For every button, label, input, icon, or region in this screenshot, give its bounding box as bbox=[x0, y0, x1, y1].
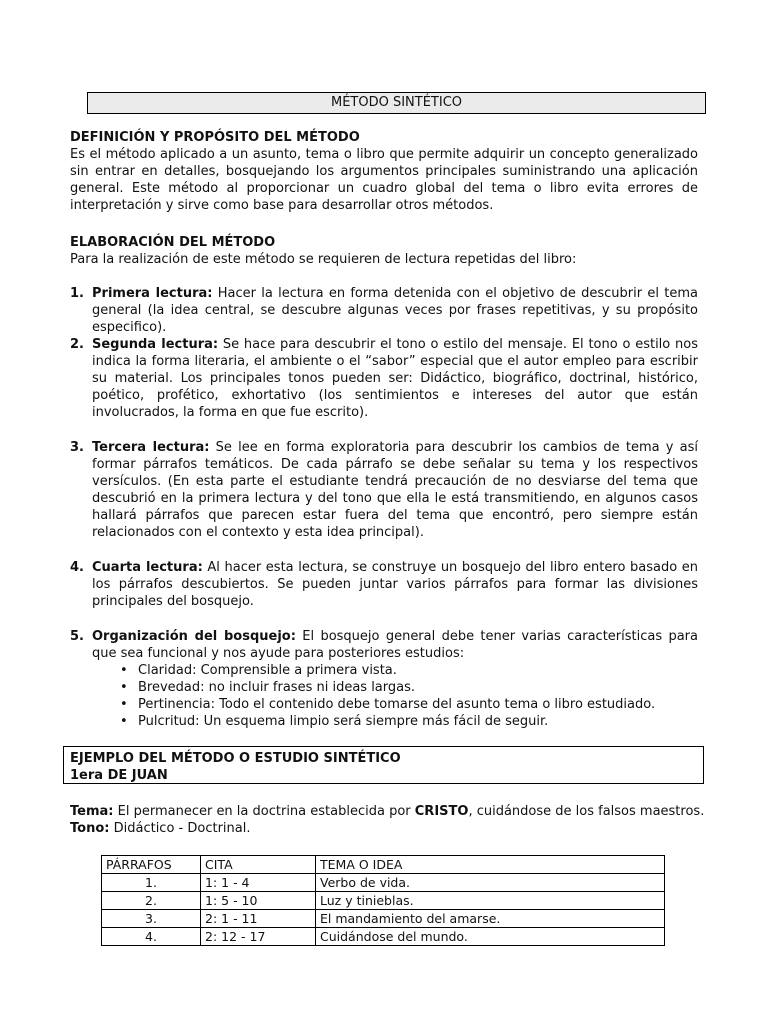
table-row bbox=[102, 910, 665, 928]
item-label: Segunda lectura: bbox=[92, 337, 219, 352]
elaboracion-section bbox=[70, 234, 698, 268]
bullet-icon: • bbox=[120, 697, 128, 712]
ejemplo-box bbox=[63, 746, 704, 784]
column-header: PÁRRAFOS bbox=[102, 856, 201, 874]
item-label: Tercera lectura: bbox=[92, 440, 210, 455]
definicion-heading: DEFINICIÓN Y PROPÓSITO DEL MÉTODO bbox=[70, 130, 360, 145]
item-number: 4. bbox=[70, 560, 84, 575]
table-cell: 1: 5 - 10 bbox=[201, 892, 316, 910]
list-item bbox=[70, 628, 698, 730]
table-row bbox=[102, 892, 665, 910]
bullet-item: • Claridad: Comprensible a primera vista. bbox=[120, 663, 397, 678]
table-row bbox=[102, 928, 665, 946]
item-text: Se lee en forma exploratoria para descubrir los cambios de tema y así formar párrafos temáticos. De cada párrafo se debe señalar su tema y los respectivos versículos. (En esta parte el estudiante tendrá precaución de no desviarse del tema que descubrió en la primera lectura y del tono que ella le está transmitiendo, en algunos casos hallará párrafos que parecen estar fuera del tema que encontró, pero siempre están relacionados con el contexto y esta idea principal). bbox=[92, 440, 698, 540]
bullet-list bbox=[70, 662, 698, 730]
table-cell: 2. bbox=[102, 892, 201, 910]
item-text: Hacer la lectura en forma detenida con el objetivo de descubrir el tema general (la idea central, se descubre algunas veces por frases repetitivas, y su propósito especifico). bbox=[92, 286, 698, 335]
item-number: 1. bbox=[70, 286, 84, 301]
table-cell: Cuidándose del mundo. bbox=[316, 928, 665, 946]
item-label: Organización del bosquejo: bbox=[92, 629, 296, 644]
table-cell: 1. bbox=[102, 874, 201, 892]
parrafos-table bbox=[101, 855, 665, 946]
tema-line: Tema: El permanecer en la doctrina establecida por CRISTO, cuidándose de los falsos maestros. bbox=[70, 804, 705, 819]
document-title: MÉTODO SINTÉTICO bbox=[87, 92, 706, 114]
item-label: Cuarta lectura: bbox=[92, 560, 203, 575]
table-cell: Verbo de vida. bbox=[316, 874, 665, 892]
bullet-icon: • bbox=[120, 714, 128, 729]
table-cell: 3. bbox=[102, 910, 201, 928]
item-number: 3. bbox=[70, 440, 84, 455]
ejemplo-book: 1era DE JUAN bbox=[70, 768, 168, 783]
table-cell: 2: 12 - 17 bbox=[201, 928, 316, 946]
elaboracion-intro: Para la realización de este método se requieren de lectura repetidas del libro: bbox=[70, 252, 577, 267]
tema-label: Tema: bbox=[70, 804, 114, 819]
table-cell: 2: 1 - 11 bbox=[201, 910, 316, 928]
item-label: Primera lectura: bbox=[92, 286, 213, 301]
table-cell: 1: 1 - 4 bbox=[201, 874, 316, 892]
table-row bbox=[102, 874, 665, 892]
column-header: CITA bbox=[201, 856, 316, 874]
item-number: 5. bbox=[70, 629, 84, 644]
table-cell: El mandamiento del amarse. bbox=[316, 910, 665, 928]
list-item bbox=[70, 439, 698, 541]
item-text: Se hace para descubrir el tono o estilo del mensaje. El tono o estilo nos indica la forma literaria, el ambiente o el “sabor” especial que el autor empleo para escribir su material. Los principales tonos pueden ser: Didáctico, biográfico, doctrinal, histórico, poético, profético, exhortativo (los sentimientos e intereses del autor que están involucrados, la forma en que fue escrito). bbox=[92, 337, 698, 420]
table-header-row bbox=[102, 856, 665, 874]
list-item bbox=[70, 336, 698, 421]
list-item bbox=[70, 285, 698, 336]
definicion-section bbox=[70, 129, 698, 214]
table-cell: Luz y tinieblas. bbox=[316, 892, 665, 910]
definicion-text: Es el método aplicado a un asunto, tema o libro que permite adquirir un concepto generalizado sin entrar en detalles, bosquejando los argumentos principales suministrando una aplicación general. Este método al proporcionar un cuadro global del tema o libro evita errores de interpretación y sirve como base para desarrollar otros métodos. bbox=[70, 147, 698, 213]
elaboracion-heading: ELABORACIÓN DEL MÉTODO bbox=[70, 235, 276, 250]
bullet-icon: • bbox=[120, 663, 128, 678]
item-text: Al hacer esta lectura, se construye un bosquejo del libro entero basado en los párrafos descubiertos. Se pueden juntar varios párrafos para formar las divisiones principales del bosquejo. bbox=[92, 560, 699, 609]
bullet-item: • Pertinencia: Todo el contenido debe tomarse del asunto tema o libro estudiado. bbox=[120, 697, 656, 712]
tema-bold: CRISTO bbox=[414, 804, 469, 819]
bullet-icon: • bbox=[120, 680, 128, 695]
table-cell: 4. bbox=[102, 928, 201, 946]
tono-line: Tono: Didáctico - Doctrinal. bbox=[70, 821, 251, 836]
tema-tono-section bbox=[70, 803, 710, 837]
item-number: 2. bbox=[70, 337, 84, 352]
bullet-item: • Pulcritud: Un esquema limpio será siempre más fácil de seguir. bbox=[120, 714, 549, 729]
bullet-item: • Brevedad: no incluir frases ni ideas largas. bbox=[120, 680, 416, 695]
tono-label: Tono: bbox=[70, 821, 110, 836]
ejemplo-title: EJEMPLO DEL MÉTODO O ESTUDIO SINTÉTICO bbox=[70, 751, 401, 766]
column-header: TEMA O IDEA bbox=[316, 856, 665, 874]
item-text: El bosquejo general debe tener varias características para que sea funcional y nos ayude para posteriores estudios: bbox=[92, 629, 698, 661]
list-item bbox=[70, 559, 698, 610]
